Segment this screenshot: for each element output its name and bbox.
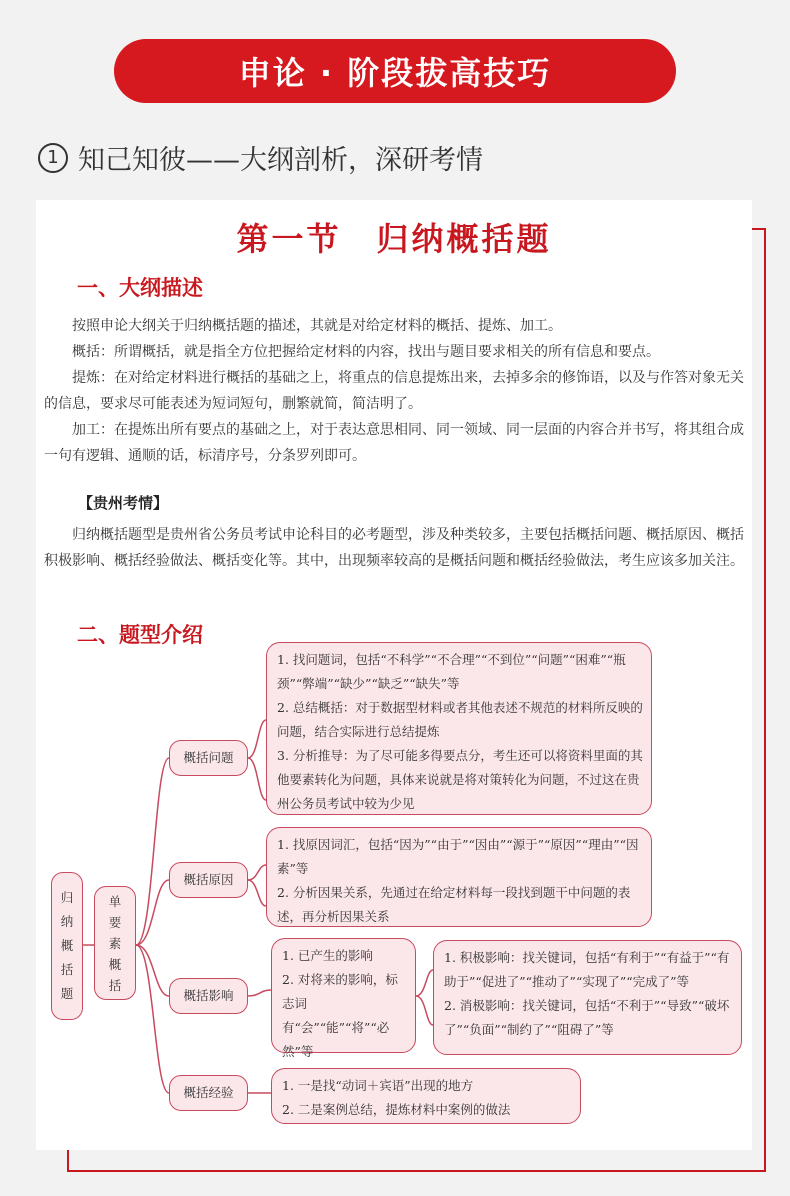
types-heading: 二、题型介绍 [77, 623, 203, 647]
subtitle-text: 知己知彼——大纲剖析，深研考情 [78, 145, 483, 176]
branch-experience: 概括经验 [169, 1075, 248, 1111]
outline-heading: 一、大纲描述 [77, 276, 203, 300]
guizhou-heading: 【贵州考情】 [78, 494, 169, 512]
detail-item: 2. 总结概括：对于数据型材料或者其他表述不规范的材料所反映的问题，结合实际进行总结提炼 [277, 700, 643, 739]
detail-item: 1. 找原因词汇，包括“因为”“由于”“因由”“源于”“原因”“理由”“因素”等 [277, 837, 639, 876]
root-char: 概 [60, 938, 74, 953]
branch-impact: 概括影响 [169, 978, 248, 1014]
impact-sub-details [433, 940, 742, 1055]
level1-char: 单 [108, 893, 122, 909]
level1-char: 括 [108, 977, 122, 993]
outline-paragraph: 概括：所谓概括，就是指全方位把握给定材料的内容，找出与题目要求相关的所有信息和要点。 [72, 344, 660, 360]
content-card [36, 200, 752, 1150]
banner-title: 申论 · 阶段拔高技巧 [114, 39, 676, 103]
guizhou-paragraph: 归纳概括题型是贵州省公务员考试申论科目的必考题型，涉及种类较多，主要包括概括问题、概括原因、概括积极影响、概括经验做法、概括变化等。其中，出现频率较高的是概括问题和概括经验做法，考生应该多加关注。 [44, 527, 744, 569]
root-char: 归 [60, 890, 74, 905]
detail-item: 3. 分析推导：为了尽可能多得要点分，考生还可以将资料里面的其他要素转化为问题，具体来说就是将对策转化为问题，不过这在贵州公务员考试中较为少见 [277, 748, 643, 811]
section-title: 第一节 归纳概括题 [236, 220, 552, 258]
cause-details [266, 827, 652, 927]
problem-details [266, 642, 652, 815]
impact-details [271, 938, 416, 1059]
mindmap-level1 [94, 886, 136, 1000]
detail-item: 1. 积极影响：找关键词，包括“有利于”“有益于”“有助于”“促进了”“推动了”“实现了”“完成了”等 [444, 950, 730, 989]
detail-item: 1. 一是找“动词＋宾语”出现的地方 [282, 1078, 474, 1093]
detail-item: 1. 找问题词，包括“不科学”“不合理”“不到位”“问题”“困难”“瓶颈”“弊端”“缺少”“缺乏”“缺失”等 [277, 652, 626, 691]
level1-char: 素 [108, 935, 122, 951]
mindmap-root [51, 872, 83, 1020]
detail-item: 2. 分析因果关系，先通过在给定材料每一段找到题干中问题的表述，再分析因果关系 [277, 885, 631, 924]
detail-item: 1. 已产生的影响 [282, 948, 373, 963]
detail-item: 2. 对将来的影响，标志词有“会”“能”“将”“必然”等 [282, 972, 398, 1059]
root-char: 纳 [60, 914, 74, 929]
branch-cause: 概括原因 [169, 862, 248, 898]
level1-char: 要 [108, 914, 122, 930]
detail-item: 2. 二是案例总结，提炼材料中案例的做法 [282, 1102, 511, 1117]
experience-details [271, 1068, 581, 1124]
outline-paragraph: 提炼：在对给定材料进行概括的基础之上，将重点的信息提炼出来，去掉多余的修饰语，以及与作答对象无关的信息，要求尽可能表述为短词短句，删繁就简，简洁明了。 [44, 370, 744, 412]
outline-paragraph: 加工：在提炼出所有要点的基础之上，对于表达意思相同、同一领域、同一层面的内容合并书写，将其组合成一句有逻辑、通顺的话，标清序号，分条罗列即可。 [44, 422, 744, 464]
root-char: 括 [60, 962, 74, 977]
detail-item: 2. 消极影响：找关键词，包括“不利于”“导致”“破坏了”“负面”“制约了”“阻碍了”等 [444, 998, 730, 1037]
outline-paragraph: 按照申论大纲关于归纳概括题的描述，其就是对给定材料的概括、提炼、加工。 [72, 318, 562, 334]
circled-number: 1 [38, 143, 68, 173]
root-char: 题 [60, 986, 74, 1001]
level1-char: 概 [108, 956, 122, 972]
subtitle [38, 138, 483, 177]
branch-problem: 概括问题 [169, 740, 248, 776]
